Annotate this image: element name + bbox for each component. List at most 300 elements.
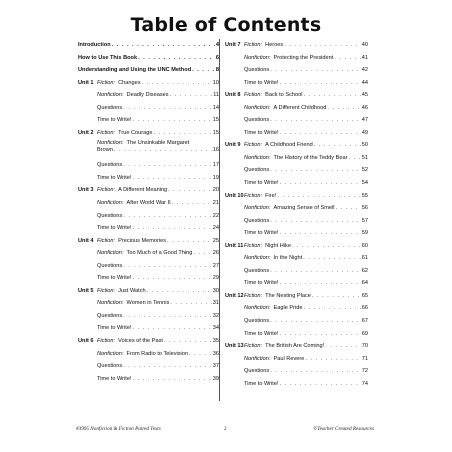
entry-genre-label: Fiction:	[97, 338, 116, 345]
entry-title: Questions	[97, 312, 123, 319]
toc-entry[interactable]	[76, 114, 219, 127]
entry-page-number: 47	[361, 117, 368, 124]
entry-title: The Nesting Place	[265, 292, 311, 299]
toc-entry[interactable]	[76, 360, 219, 373]
entry-title: Time to Write!	[244, 380, 279, 387]
toc-entry[interactable]	[223, 353, 368, 366]
entry-title: Questions	[244, 318, 270, 325]
toc-entry[interactable]	[76, 272, 219, 285]
toc-entry[interactable]	[76, 64, 219, 77]
footer-page-number: 2	[224, 426, 227, 432]
entry-text	[97, 310, 219, 323]
entry-text	[97, 197, 219, 210]
leader-dots	[280, 378, 361, 391]
entry-genre-label: Nonfiction:	[97, 92, 124, 99]
toc-entry[interactable]	[76, 172, 219, 185]
entry-line-1	[97, 140, 219, 147]
entry-text	[97, 184, 219, 197]
entry-page-number: 22	[212, 212, 219, 219]
entry-page-number: 4	[215, 42, 219, 48]
toc-entry[interactable]	[223, 315, 368, 328]
toc-entry[interactable]	[223, 164, 368, 177]
toc-entry[interactable]	[76, 102, 219, 115]
entry-text	[244, 190, 368, 203]
leader-dots	[164, 335, 212, 348]
toc-entry[interactable]	[76, 52, 219, 65]
entry-text	[244, 152, 368, 165]
entry-page-number: 61	[361, 255, 368, 262]
entry-text	[97, 222, 219, 235]
leader-dots	[114, 147, 212, 154]
leader-dots	[270, 114, 361, 127]
leader-dots	[170, 297, 212, 310]
entry-page-number: 44	[361, 79, 368, 86]
entry-title: Amazing Sense of Smell	[273, 205, 335, 212]
leader-dots	[133, 373, 212, 386]
entry-title: Heroes	[265, 42, 284, 48]
entry-page-number: 51	[361, 154, 368, 161]
toc-entry[interactable]	[223, 39, 368, 52]
entry-title: Precious Memories	[118, 237, 167, 244]
toc-entry[interactable]	[76, 89, 219, 102]
toc-entry[interactable]	[76, 222, 219, 235]
leader-dots	[189, 348, 212, 361]
entry-page-number: 72	[361, 368, 368, 375]
leader-dots	[123, 310, 212, 323]
toc-entry[interactable]	[223, 127, 368, 140]
entry-title: Questions	[244, 67, 270, 74]
entry-title: Eagle Pride	[273, 305, 303, 312]
entry-text	[244, 139, 368, 152]
entry-genre-label: Fiction:	[244, 292, 263, 299]
entry-title: Questions	[244, 267, 270, 274]
entry-text	[97, 89, 219, 102]
entry-page-number: 62	[361, 267, 368, 274]
toc-entry[interactable]	[76, 184, 219, 197]
entry-text	[97, 127, 219, 140]
leader-dots	[147, 285, 212, 298]
footer-book-title: #3995 Nonfiction & Fiction Paired Texts	[76, 426, 161, 432]
unit-number: Unit 5	[78, 287, 94, 294]
entry-text	[244, 328, 368, 341]
entry-title: After World War II	[126, 200, 171, 207]
toc-entry[interactable]	[223, 152, 368, 165]
leader-dots	[348, 152, 360, 165]
leader-dots	[153, 127, 211, 140]
entry-title: How to Use This Book	[78, 54, 138, 61]
toc-entry[interactable]	[76, 197, 219, 210]
leader-dots	[112, 39, 215, 52]
leader-dots	[133, 172, 212, 185]
entry-page-number: 17	[212, 162, 219, 169]
toc-entry[interactable]	[223, 139, 368, 152]
entry-title: Questions	[244, 368, 270, 375]
toc-entry[interactable]	[76, 322, 219, 335]
leader-dots	[280, 328, 361, 341]
entry-title: Questions	[97, 212, 123, 219]
entry-text	[97, 159, 219, 172]
toc-entry[interactable]	[76, 159, 219, 172]
entry-page-number: 15	[212, 117, 219, 124]
entry-text	[244, 240, 368, 253]
leader-dots	[193, 247, 211, 260]
entry-page-number: 32	[212, 312, 219, 319]
entry-text	[97, 373, 219, 386]
entry-genre-label: Nonfiction:	[244, 154, 271, 161]
entry-text	[97, 260, 219, 273]
unit-number: Unit 4	[78, 237, 94, 244]
entry-text	[244, 227, 368, 240]
entry-page-number: 29	[212, 275, 219, 282]
entry-title: Understanding and Using the UNC Method	[78, 67, 192, 74]
entry-page-number: 52	[361, 167, 368, 174]
entry-page-number: 24	[212, 225, 219, 232]
entry-page-number: 59	[361, 230, 368, 237]
entry-title: Too Much of a Good Thing	[126, 250, 193, 257]
entry-genre-label: Nonfiction:	[97, 140, 124, 147]
entry-title: Protecting the President	[273, 54, 334, 61]
entry-page-number: 64	[361, 280, 368, 287]
entry-page-number: 8	[215, 67, 219, 74]
entry-line-2	[97, 147, 219, 154]
entry-page-number: 41	[361, 54, 368, 61]
entry-title: Time to Write!	[97, 375, 132, 382]
entry-genre-label: Nonfiction:	[244, 305, 271, 312]
toc-entry[interactable]	[223, 340, 368, 353]
entry-title: Introduction	[78, 42, 111, 48]
entry-title: Time to Write!	[244, 280, 279, 287]
entry-text	[97, 114, 219, 127]
leader-dots	[334, 52, 361, 65]
entry-title: Changes	[118, 79, 141, 86]
toc-entry[interactable]	[76, 310, 219, 323]
toc-entry[interactable]	[223, 177, 368, 190]
entry-text	[97, 172, 219, 185]
entry-text	[244, 340, 368, 353]
toc-entry[interactable]	[223, 114, 368, 127]
entry-text	[78, 64, 219, 77]
entry-text	[97, 210, 219, 223]
toc-entry[interactable]	[223, 202, 368, 215]
entry-text	[244, 77, 368, 90]
leader-dots	[284, 39, 361, 52]
entry-text	[97, 272, 219, 285]
leader-dots	[280, 227, 361, 240]
entry-genre-label: Fiction:	[244, 192, 263, 199]
entry-genre-label: Nonfiction:	[97, 300, 124, 307]
entry-text	[78, 52, 219, 65]
entry-title: Time to Write!	[97, 275, 132, 282]
entry-title: Questions	[244, 167, 270, 174]
entry-title: The History of the Teddy Bear	[273, 154, 348, 161]
leader-dots	[123, 210, 212, 223]
toc-entry[interactable]	[223, 77, 368, 90]
toc-entry[interactable]	[223, 302, 368, 315]
entry-page-number: 37	[212, 363, 219, 370]
leader-dots	[123, 360, 212, 373]
toc-entry[interactable]	[76, 285, 219, 298]
entry-page-number: 67	[361, 318, 368, 325]
leader-dots	[312, 290, 361, 303]
toc-entry[interactable]	[223, 265, 368, 278]
leader-dots	[270, 365, 361, 378]
toc-entry[interactable]	[76, 127, 219, 140]
toc-entry[interactable]	[76, 335, 219, 348]
entry-title: Questions	[97, 104, 123, 111]
entry-text	[78, 39, 219, 52]
toc-entry[interactable]	[76, 39, 219, 52]
toc-entry[interactable]	[76, 297, 219, 310]
entry-page-number: 60	[361, 242, 368, 249]
toc-entry[interactable]	[223, 240, 368, 253]
entry-page-number: 65	[361, 292, 368, 299]
leader-dots	[325, 340, 361, 353]
leader-dots	[292, 240, 361, 253]
entry-text	[97, 77, 219, 90]
entry-page-number: 36	[212, 350, 219, 357]
toc-entry[interactable]	[76, 247, 219, 260]
leader-dots	[192, 64, 215, 77]
toc-entry[interactable]	[223, 52, 368, 65]
leader-dots	[280, 277, 361, 290]
entry-title: True Courage	[118, 129, 153, 136]
entry-title: Questions	[244, 217, 270, 224]
entry-page-number: 71	[361, 355, 368, 362]
leader-dots	[270, 265, 361, 278]
entry-genre-label: Fiction:	[97, 237, 116, 244]
unit-number: Unit 2	[78, 129, 94, 136]
leader-dots	[277, 190, 360, 203]
toc-entry[interactable]	[223, 102, 368, 115]
entry-page-number: 21	[212, 200, 219, 207]
entry-title: Just Watch	[118, 287, 146, 294]
leader-dots	[133, 114, 212, 127]
toc-entry[interactable]	[76, 210, 219, 223]
entry-page-number: 55	[361, 192, 368, 199]
entry-page-number: 40	[361, 42, 368, 48]
leader-dots	[270, 315, 361, 328]
toc-entry[interactable]	[76, 235, 219, 248]
leader-dots	[336, 202, 361, 215]
entry-page-number: 14	[212, 104, 219, 111]
entry-page-number: 19	[212, 174, 219, 181]
entry-title: Time to Write!	[244, 230, 279, 237]
unit-number: Unit 8	[225, 92, 241, 99]
entry-title: Time to Write!	[244, 79, 279, 86]
entry-title: The British Are Coming!	[265, 343, 325, 350]
entry-page-number: 69	[361, 330, 368, 337]
entry-text	[244, 302, 368, 315]
entry-page-number: 6	[215, 54, 219, 61]
entry-text	[244, 252, 368, 265]
entry-genre-label: Nonfiction:	[97, 350, 124, 357]
entry-text	[244, 89, 368, 102]
entry-genre-label: Fiction:	[97, 187, 116, 194]
entry-title: Time to Write!	[97, 117, 132, 124]
toc-entry[interactable]	[223, 328, 368, 341]
entry-text	[244, 290, 368, 303]
toc-entry[interactable]	[223, 252, 368, 265]
entry-page-number: 49	[361, 129, 368, 136]
toc-entry[interactable]	[223, 215, 368, 228]
entry-page-number: 70	[361, 343, 368, 350]
toc-entry[interactable]	[76, 260, 219, 273]
unit-number: Unit 3	[78, 187, 94, 194]
leader-dots	[133, 222, 212, 235]
toc-entry[interactable]	[223, 277, 368, 290]
toc-entry[interactable]	[223, 190, 368, 203]
entry-title: A Childhood Friend	[265, 142, 313, 149]
toc-entry[interactable]	[223, 227, 368, 240]
leader-dots	[142, 77, 212, 90]
leader-dots	[303, 252, 361, 265]
entry-title: From Radio to Television	[126, 350, 189, 357]
entry-text	[244, 164, 368, 177]
unit-number: Unit 11	[225, 242, 244, 249]
footer-publisher: ©Teacher Created Resources	[313, 426, 374, 432]
toc-entry[interactable]	[223, 290, 368, 303]
entry-page-number: 57	[361, 217, 368, 224]
entry-text	[97, 360, 219, 373]
leader-dots	[303, 89, 360, 102]
entry-text	[244, 202, 368, 215]
entry-genre-label: Nonfiction:	[244, 205, 271, 212]
entry-genre-label: Fiction:	[244, 242, 263, 249]
entry-title: Time to Write!	[244, 129, 279, 136]
entry-title: Questions	[244, 117, 270, 124]
leader-dots	[138, 52, 215, 65]
entry-text	[244, 215, 368, 228]
unit-number: Unit 9	[225, 142, 241, 149]
entry-title: Fire!	[265, 192, 277, 199]
toc-entry[interactable]	[76, 348, 219, 361]
entry-title: A Different Childhood	[273, 104, 327, 111]
entry-genre-label: Fiction:	[244, 142, 263, 149]
entry-text	[244, 277, 368, 290]
leader-dots	[123, 102, 212, 115]
leader-dots	[280, 77, 361, 90]
leader-dots	[168, 184, 212, 197]
unit-number: Unit 1	[78, 79, 94, 86]
entry-genre-label: Nonfiction:	[97, 200, 124, 207]
entry-text	[244, 265, 368, 278]
leader-dots	[133, 322, 212, 335]
unit-number: Unit 13	[225, 343, 244, 350]
entry-title: Deadly Diseases	[126, 92, 169, 99]
toc-left-column	[76, 39, 219, 385]
entry-page-number: 54	[361, 180, 368, 187]
entry-title: Time to Write!	[97, 225, 132, 232]
leader-dots	[280, 127, 361, 140]
leader-dots	[170, 89, 213, 102]
entry-text	[244, 52, 368, 65]
entry-text	[244, 102, 368, 115]
entry-genre-label: Fiction:	[97, 79, 116, 86]
entry-title: Paul Revere	[273, 355, 305, 362]
entry-page-number: 25	[212, 237, 219, 244]
toc-entry[interactable]	[223, 89, 368, 102]
entry-page-number: 15	[212, 129, 219, 136]
entry-text	[97, 235, 219, 248]
entry-page-number: 11	[213, 92, 219, 99]
toc-right-column	[223, 39, 368, 390]
entry-text	[244, 177, 368, 190]
entry-text	[244, 365, 368, 378]
entry-genre-label: Nonfiction:	[244, 355, 271, 362]
entry-title: Women in Tennis	[126, 300, 170, 307]
leader-dots	[280, 177, 361, 190]
entry-text	[244, 64, 368, 77]
entry-title: The Unsinkable Margaret	[126, 140, 190, 147]
entry-title: Night Hike	[265, 242, 291, 249]
entry-text	[97, 297, 219, 310]
leader-dots	[172, 197, 212, 210]
entry-genre-label: Nonfiction:	[244, 104, 271, 111]
entry-page-number: 16	[212, 147, 219, 154]
leader-dots	[123, 159, 212, 172]
entry-page-number: 56	[361, 205, 368, 212]
entry-title: Time to Write!	[244, 180, 279, 187]
entry-text	[97, 247, 219, 260]
entry-page-number: 39	[212, 375, 219, 382]
entry-title: Time to Write!	[244, 330, 279, 337]
leader-dots	[303, 302, 360, 315]
entry-page-number: 20	[212, 187, 219, 194]
entry-title: Time to Write!	[97, 325, 132, 332]
entry-page-number: 31	[212, 300, 219, 307]
leader-dots	[270, 215, 361, 228]
entry-title: Time to Write!	[97, 174, 132, 181]
entry-title: Voices of the Past	[118, 338, 163, 345]
entry-page-number: 10	[212, 79, 219, 86]
entry-genre-label: Fiction:	[97, 287, 116, 294]
entry-text	[97, 322, 219, 335]
leader-dots	[270, 64, 361, 77]
entry-title: Questions	[97, 162, 123, 169]
entry-title: In the Night	[273, 255, 303, 262]
entry-genre-label: Nonfiction:	[244, 54, 271, 61]
entry-genre-label: Fiction:	[244, 92, 263, 99]
entry-page-number: 35	[212, 338, 219, 345]
entry-page-number: 66	[361, 305, 368, 312]
unit-number: Unit 7	[225, 42, 241, 48]
entry-genre-label: Nonfiction:	[97, 250, 124, 257]
entry-page-number: 26	[212, 250, 219, 257]
entry-text	[97, 102, 219, 115]
entry-page-number: 42	[361, 67, 368, 74]
entry-title: Back to School	[265, 92, 303, 99]
entry-genre-label: Fiction:	[97, 129, 116, 136]
page-title: Table of Contents	[130, 14, 322, 36]
toc-entry[interactable]	[76, 373, 219, 386]
entry-text	[244, 353, 368, 366]
leader-dots	[133, 272, 212, 285]
toc-entry[interactable]	[223, 378, 368, 391]
leader-dots	[314, 139, 361, 152]
toc-entry[interactable]	[223, 64, 368, 77]
toc-entry[interactable]	[76, 139, 219, 159]
toc-entry[interactable]	[76, 77, 219, 90]
toc-entry[interactable]	[223, 365, 368, 378]
entry-page-number: 27	[212, 262, 219, 269]
leader-dots	[270, 164, 361, 177]
entry-title-continued: Brown	[97, 147, 113, 154]
column-divider	[219, 39, 220, 401]
entry-text	[244, 114, 368, 127]
entry-page-number: 45	[361, 92, 368, 99]
leader-dots	[327, 102, 360, 115]
unit-number: Unit 10	[225, 192, 244, 199]
